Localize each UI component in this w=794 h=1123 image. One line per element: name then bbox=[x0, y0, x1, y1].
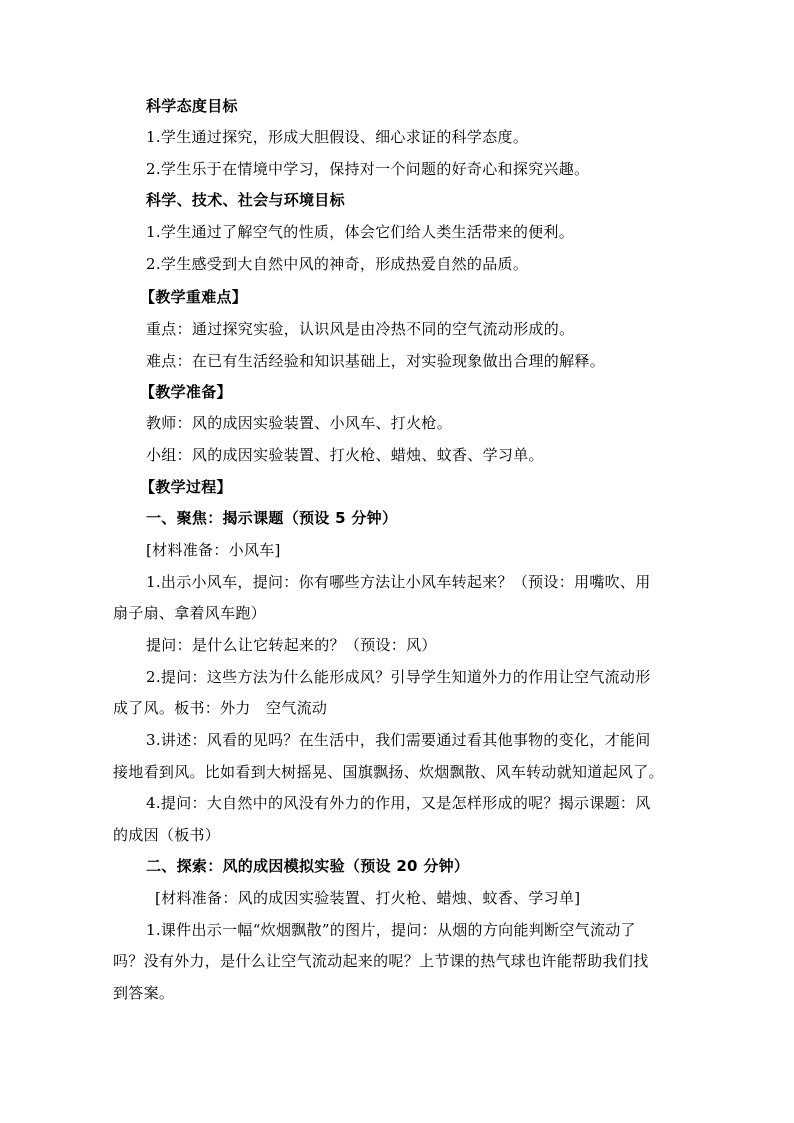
heading-section-1: 一、聚焦：揭示课题（预设 5 分钟） bbox=[146, 509, 398, 527]
paragraph-step-2-line-2: 成了风。板书：外力 空气流动 bbox=[113, 699, 328, 717]
paragraph-sts-2: 2.学生感受到大自然中风的神奇，形成热爱自然的品质。 bbox=[146, 255, 529, 273]
paragraph-group-prep: 小组：风的成因实验装置、打火枪、蜡烛、蚊香、学习单。 bbox=[146, 446, 544, 464]
paragraph-step-3-line-1: 3.讲述：风看的见吗？在生活中，我们需要通过看其他事物的变化，才能间 bbox=[146, 731, 651, 749]
heading-process: 【教学过程】 bbox=[140, 478, 232, 496]
paragraph-step-1-line-1: 1.出示小风车，提问：你有哪些方法让小风车转起来？（预设：用嘴吹、用 bbox=[146, 573, 651, 591]
paragraph-teacher-prep: 教师：风的成因实验装置、小风车、打火枪。 bbox=[146, 414, 453, 432]
paragraph-step-2-line-1: 2.提问：这些方法为什么能形成风？引导学生知道外力的作用让空气流动形 bbox=[146, 668, 651, 686]
paragraph-explore-1-line-1: 1.课件出示一幅“炊烟飘散”的图片，提问：从烟的方向能判断空气流动了 bbox=[146, 921, 636, 939]
heading-section-2: 二、探索：风的成因模拟实验（预设 20 分钟） bbox=[146, 857, 470, 875]
paragraph-step-4-line-2: 的成因（板书） bbox=[113, 826, 221, 844]
paragraph-step-1-line-2: 扇子扇、拿着风车跑） bbox=[113, 604, 267, 622]
paragraph-key-point: 重点：通过探究实验，认识风是由冷热不同的空气流动形成的。 bbox=[146, 320, 575, 338]
paragraph-step-3-line-2: 接地看到风。比如看到大树摇晃、国旗飘扬、炊烟飘散、风车转动就知道起风了。 bbox=[113, 763, 664, 781]
paragraph-explore-1-line-3: 到答案。 bbox=[113, 984, 175, 1002]
heading-preparation: 【教学准备】 bbox=[140, 383, 232, 401]
paragraph-difficult-point: 难点：在已有生活经验和知识基础上，对实验现象做出合理的解释。 bbox=[146, 352, 606, 370]
paragraph-attitude-2: 2.学生乐于在情境中学习，保持对一个问题的好奇心和探究兴趣。 bbox=[146, 160, 590, 178]
paragraph-materials-1: [材料准备：小风车] bbox=[146, 541, 281, 559]
heading-attitude-goals: 科学态度目标 bbox=[146, 97, 238, 115]
paragraph-sts-1: 1.学生通过了解空气的性质，体会它们给人类生活带来的便利。 bbox=[146, 223, 575, 241]
paragraph-explore-1-line-2: 吗？没有外力，是什么让空气流动起来的呢？上节课的热气球也许能帮助我们找 bbox=[113, 952, 649, 970]
paragraph-attitude-1: 1.学生通过探究，形成大胆假设、细心求证的科学态度。 bbox=[146, 128, 529, 146]
paragraph-materials-2: [材料准备：风的成因实验装置、打火枪、蜡烛、蚊香、学习单] bbox=[155, 889, 581, 907]
paragraph-step-4-line-1: 4.提问：大自然中的风没有外力的作用，又是怎样形成的呢？揭示课题：风 bbox=[146, 794, 651, 812]
heading-key-points: 【教学重难点】 bbox=[140, 288, 248, 306]
heading-sts-goals: 科学、技术、社会与环境目标 bbox=[146, 191, 345, 209]
paragraph-step-1-question: 提问：是什么让它转起来的？（预设：风） bbox=[146, 636, 437, 654]
